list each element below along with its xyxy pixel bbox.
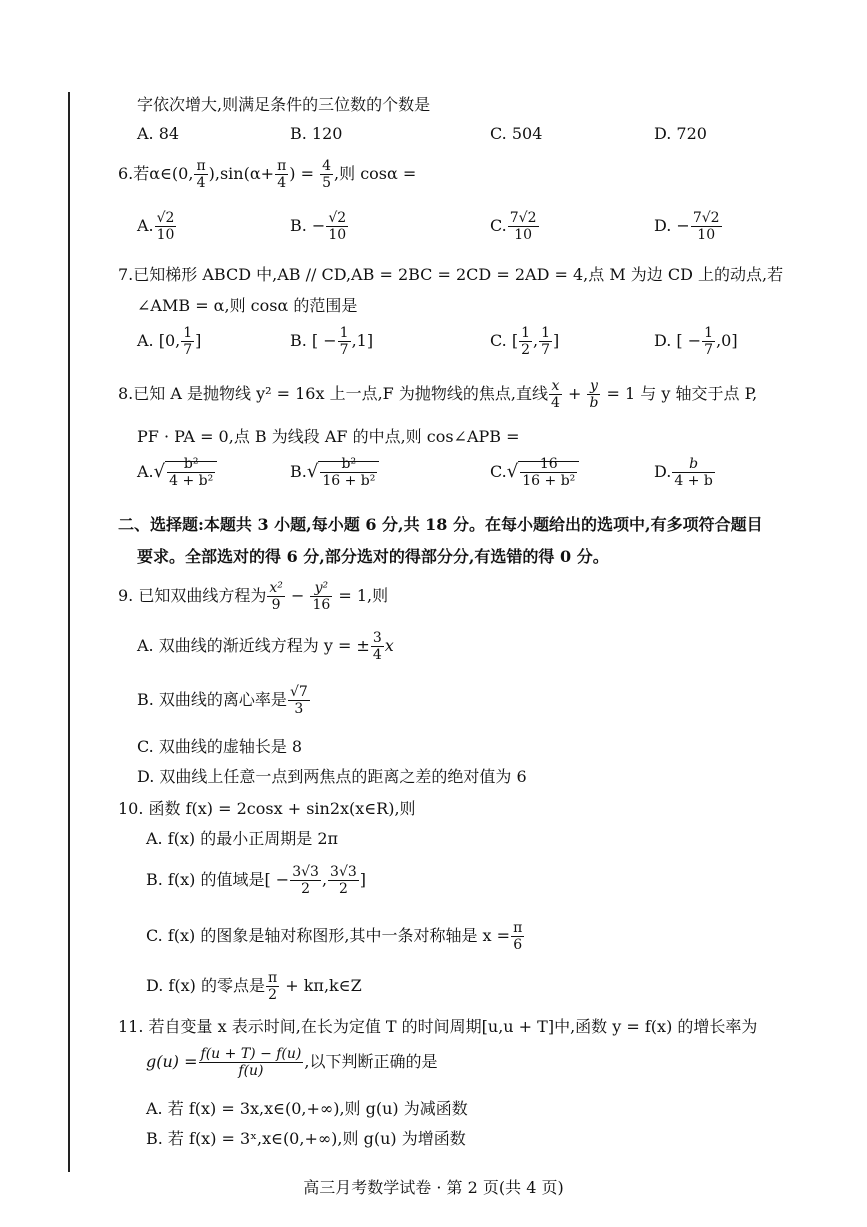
q7-option-a: A. [0, $\frac{1}{7}$ ] xyxy=(137,325,202,359)
q10-option-d: D. f(x) 的零点是 $\frac{\pi}{2}$ + kπ,k∈Z xyxy=(146,970,362,1004)
q11-option-b: B. 若 f(x) = 3ˣ,x∈(0,+∞),则 g(u) 为增函数 xyxy=(146,1129,466,1148)
q11-stem-line2: g(u) = $\frac{f(u + T) - f(u)}{f(u)}$ ,以下判断正确的是 xyxy=(146,1046,438,1080)
page-footer: 高三月考数学试卷 · 第 2 页(共 4 页) xyxy=(303,1178,564,1197)
q8-stem-line1: 8.已知 A 是抛物线 y² = 16x 上一点,F 为抛物线的焦点,直线 $\frac{x}{4}$ + $\frac{y}{b}$ = 1 与 y 轴交于点 P, xyxy=(118,378,758,412)
margin-line xyxy=(68,92,70,1172)
q7-stem-line1: 7.已知梯形 ABCD 中,AB // CD,AB = 2BC = 2CD = 2AD = 4,点 M 为边 CD 上的动点,若 xyxy=(118,265,784,284)
q6-option-d: D. − $\frac{7√2}{10}$ xyxy=(654,210,720,244)
q11-stem-line1: 11. 若自变量 x 表示时间,在长为定值 T 的时间周期[u,u + T]中,函数 y = f(x) 的增长率为 xyxy=(118,1017,758,1036)
q7-option-b: B. [ − $\frac{1}{7}$ ,1] xyxy=(290,325,374,359)
q9-option-c: C. 双曲线的虚轴长是 8 xyxy=(137,737,303,756)
q9-option-a: A. 双曲线的渐近线方程为 y = ± $\frac{3}{4}$ x xyxy=(137,630,394,664)
q8-option-d: D. $\frac{b}{4 + b}$ xyxy=(654,456,713,490)
q7-stem-line2: ∠AMB = α,则 cosα 的范围是 xyxy=(137,296,358,315)
q10-option-b: B. f(x) 的值域是[ − $\frac{3√3}{2}$ , $\frac{3√3}{2}$ ] xyxy=(146,864,367,898)
q9-option-b: B. 双曲线的离心率是 $\frac{√7}{3}$ xyxy=(137,684,308,718)
q10-option-c: C. f(x) 的图象是轴对称图形,其中一条对称轴是 x = $\frac{\pi}{6}$ xyxy=(146,920,523,954)
q9-option-d: D. 双曲线上任意一点到两焦点的距离之差的绝对值为 6 xyxy=(137,767,527,786)
q5-option-c: C. 504 xyxy=(490,124,543,143)
section-2-instructions: 要求。全部选对的得 6 分,部分选对的得部分分,有选错的得 0 分。 xyxy=(137,547,609,566)
section-2-heading: 二、选择题:本题共 3 小题,每小题 6 分,共 18 分。在每小题给出的选项中,有多项符合题目 xyxy=(118,515,763,534)
q7-option-d: D. [ − $\frac{1}{7}$ ,0] xyxy=(654,325,738,359)
q9-stem: 9. 已知双曲线方程为 $\frac{\text{x²}}{9}$ − $\frac{\text{y²}}{16}$ = 1,则 xyxy=(118,580,389,614)
q6-option-a: A. $\frac{√2}{10}$ xyxy=(137,210,175,244)
q5-stem: 字依次增大,则满足条件的三位数的个数是 xyxy=(137,95,431,114)
q10-stem: 10. 函数 f(x) = 2cosx + sin2x(x∈R),则 xyxy=(118,799,416,818)
q8-option-c: C.√ $\frac{16}{\text{16 + b²}}$ xyxy=(490,456,579,489)
q5-option-d: D. 720 xyxy=(654,124,707,143)
q6-stem: 6.若α∈(0, $\frac{\pi}{4}$ ),sin(α+ $\frac{\pi}{4}$ ) = $\frac{4}{5}$ ,则 cosα = xyxy=(118,158,417,192)
q6-option-b: B. − $\frac{√2}{10}$ xyxy=(290,210,347,244)
q7-option-c: C. [ $\frac{1}{2}$ , $\frac{1}{7}$ ] xyxy=(490,325,560,359)
q5-option-a: A. 84 xyxy=(137,124,180,143)
q8-option-b: B.√ $\frac{\text{b²}}{\text{16 + b²}}$ xyxy=(290,456,379,489)
q10-option-a: A. f(x) 的最小正周期是 2π xyxy=(146,829,339,848)
q11-option-a: A. 若 f(x) = 3x,x∈(0,+∞),则 g(u) 为减函数 xyxy=(146,1099,468,1118)
q8-stem-line2: PF · PA = 0,点 B 为线段 AF 的中点,则 cos∠APB = xyxy=(137,427,520,446)
q5-option-b: B. 120 xyxy=(290,124,343,143)
q8-option-a: A.√ $\frac{\text{b²}}{\text{4 + b²}}$ xyxy=(137,456,217,489)
q6-option-c: C. $\frac{7√2}{10}$ xyxy=(490,210,537,244)
